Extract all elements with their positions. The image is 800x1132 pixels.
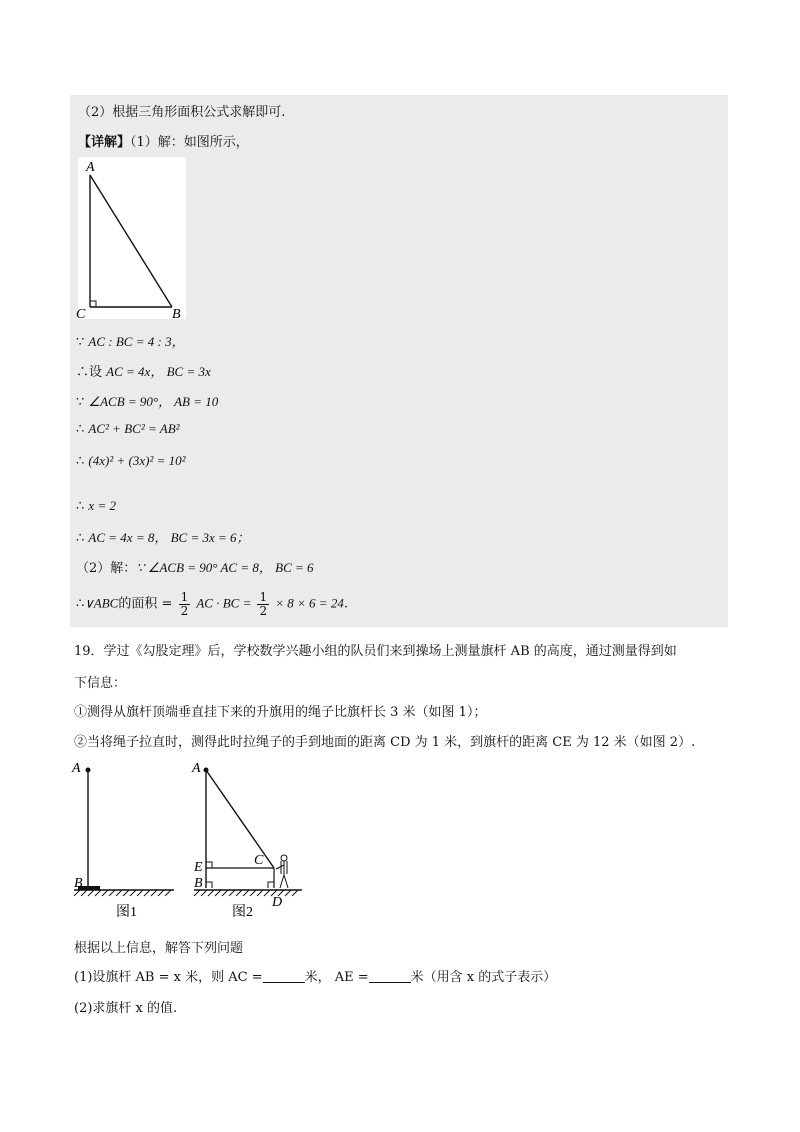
problem-info-2: ②当将绳子拉直时，测得此时拉绳子的手到地面的距离 CD 为 1 米，到旗杆的距离 CE 为 12 米（如图 2）. [74,735,696,750]
right-triangle-figure [76,157,186,322]
step-line: ∴ (4x)² + (3x)² = 10² [76,453,186,469]
problem-text-1b: 下信息： [74,676,127,691]
step-line: ∴ AC = 4x = 8， BC = 3x = 6； [76,530,250,546]
solution-block [70,95,728,627]
step-line: ∴ x = 2 [76,498,116,514]
answer-blank-ae[interactable] [369,970,411,983]
question-2: (2)求旗杆 x 的值. [74,1001,178,1016]
fig2-label-d: D [272,895,283,910]
fraction-half: $\frac{1}{2}$ [180,590,189,618]
fig1-label-a: A [72,761,81,776]
figure-2 [190,756,310,921]
person-icon [276,855,288,888]
step-line: ∵ ∠ACB = 90°， AB = 10 [76,394,219,410]
detail-prefix: 【详解】 [78,135,131,150]
vertex-c-label: C [76,307,86,322]
fig1-caption: 图1 [116,905,137,920]
problem-text-1: 19．学过《勾股定理》后，学校数学兴趣小组的队员们来到操场上测量旗杆 AB 的高度，通过测量得到如 [74,644,677,659]
problem-info-1: ①测得从旗杆顶端垂直挂下来的升旗用的绳子比旗杆长 3 米（如图 1）； [74,705,487,720]
fig2-label-c: C [254,853,264,868]
step-line: ∴设 AC = 4x， BC = 3x [76,364,211,380]
figure-1 [70,756,180,921]
question-intro: 根据以上信息，解答下列问题 [74,941,244,956]
vertex-a-label: A [86,160,95,175]
question-1: (1)设旗杆 AB = x 米，则 AC = 米， AE = 米（用含 x 的式子表示） [74,970,557,985]
fig2-caption: 图2 [232,905,253,920]
fig2-label-a: A [192,761,201,776]
fig1-label-b: B [74,876,83,891]
detail-heading [78,131,249,150]
fraction-half: $\frac{1}{2}$ [259,590,268,618]
detail-part-1: （1）解：如图所示， [130,135,249,150]
fig2-label-e: E [194,860,203,875]
step-line: ∵ AC : BC = 4 : 3， [76,334,185,350]
part-2-line: （2）解：∵ ∠ACB = 90° AC = 8， BC = 6 [76,560,314,576]
fig2-label-b: B [194,876,203,891]
area-line: ∴∨ABC的面积 = $\frac{1}{2}$ AC · BC = $\frac{1}{2}$ × 8 × 6 = 24. [76,590,348,618]
step-line: ∴ AC² + BC² = AB² [76,421,180,437]
hint-part-2: （2）根据三角形面积公式求解即可. [78,105,286,120]
vertex-b-label: B [172,307,181,322]
answer-blank-ac[interactable] [263,970,305,983]
